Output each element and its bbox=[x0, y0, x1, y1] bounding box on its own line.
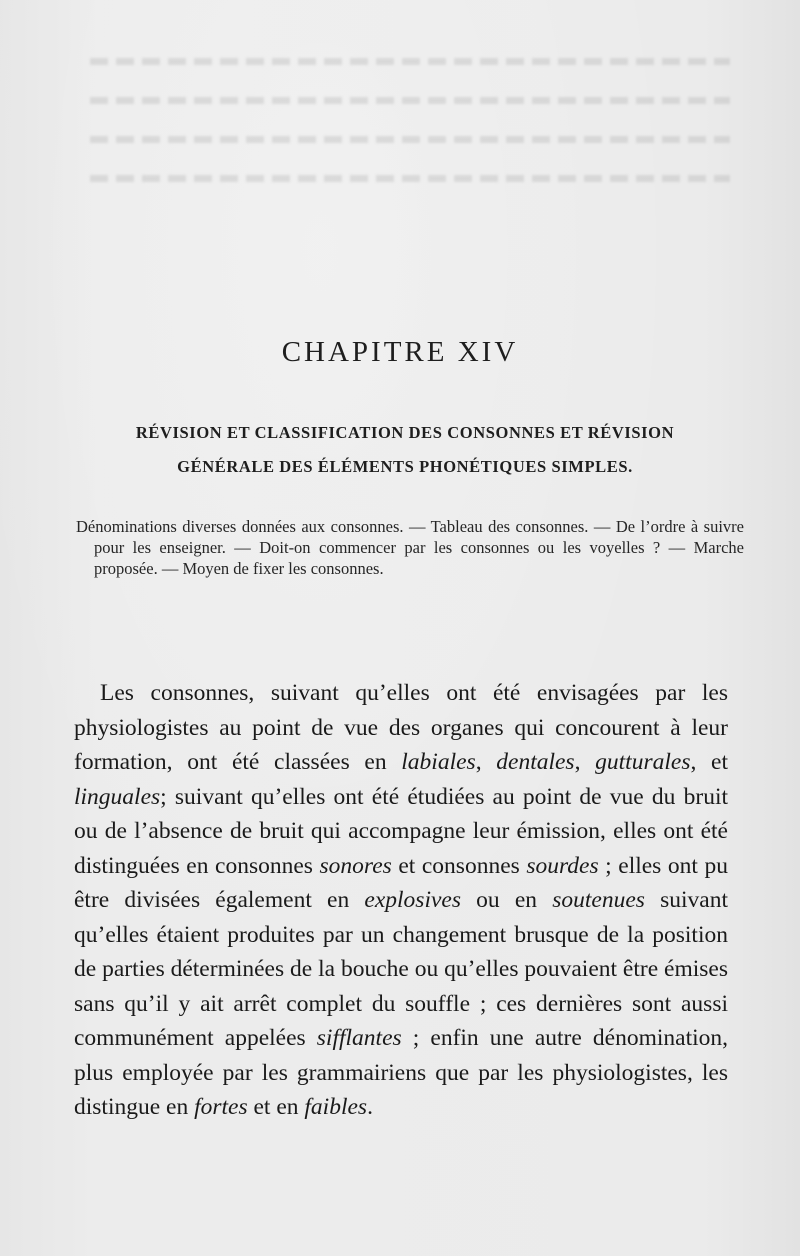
text-run: ; elles ont pu être divisées également en bbox=[74, 852, 728, 913]
text-run: , et bbox=[690, 749, 728, 775]
italic-term-labiales: labiales bbox=[401, 749, 476, 775]
chapter-subtitle: RÉVISION ET CLASSIFICATION DES CONSONNES ET RÉVISION GÉNÉRALE DES ÉLÉMENTS PHONÉTIQUES SIMPLES. bbox=[135, 423, 675, 476]
text-run: , bbox=[475, 749, 497, 775]
italic-term-dentales: dentales bbox=[496, 749, 575, 775]
text-run: ou en bbox=[461, 887, 553, 913]
text-run: et en bbox=[247, 1094, 305, 1120]
italic-term-fortes: fortes bbox=[194, 1094, 248, 1120]
italic-term-soutenues: soutenues bbox=[552, 887, 645, 913]
text-run: suivant qu’elles étaient produites par un changement brusque de la position de parties déterminées de la bouche ou qu’elles pouvaient être émises sans qu’il y ait arrêt complet du souffle ; ces dernières sont aussi communément appelées bbox=[74, 887, 729, 1051]
text-run: et consonnes bbox=[391, 852, 527, 879]
italic-term-sourdes: sourdes bbox=[526, 852, 599, 879]
italic-term-explosives: explosives bbox=[364, 887, 461, 913]
italic-term-faibles: faibles bbox=[304, 1094, 368, 1120]
text-run: ; enfin une autre dénomination, plus employée par les grammairiens que par les physiologistes, les distingue en bbox=[74, 1025, 729, 1120]
italic-term-sifflantes: sifflantes bbox=[316, 1025, 402, 1051]
body-paragraph bbox=[74, 676, 728, 1125]
text-run: Les consonnes, suivant qu’elles ont été envisagées par les physiologistes au point de vue des organes qui concourent à leur formation, ont été classées en bbox=[74, 680, 728, 775]
text-run: ; suivant qu’elles ont été étudiées au point de vue du bruit ou de l’absence de bruit qui accompagne leur émission, elles ont été distinguées en consonnes bbox=[74, 783, 728, 879]
text-run: . bbox=[367, 1094, 373, 1120]
chapter-title: CHAPITRE XIV bbox=[281, 336, 519, 368]
italic-term-gutturales: gutturales bbox=[595, 749, 691, 775]
italic-term-linguales: linguales bbox=[74, 783, 161, 810]
text-run: , bbox=[574, 749, 596, 775]
italic-term-sonores: sonores bbox=[319, 852, 392, 879]
bleed-through-text bbox=[90, 58, 730, 198]
chapter-summary: Dénominations diverses données aux consonnes. — Tableau des consonnes. — De l’ordre à suivre pour les enseigner. — Doit-on commencer par les consonnes ou les voyelles ? — Marche proposée. — Moyen de fixer les consonnes. bbox=[76, 517, 744, 578]
